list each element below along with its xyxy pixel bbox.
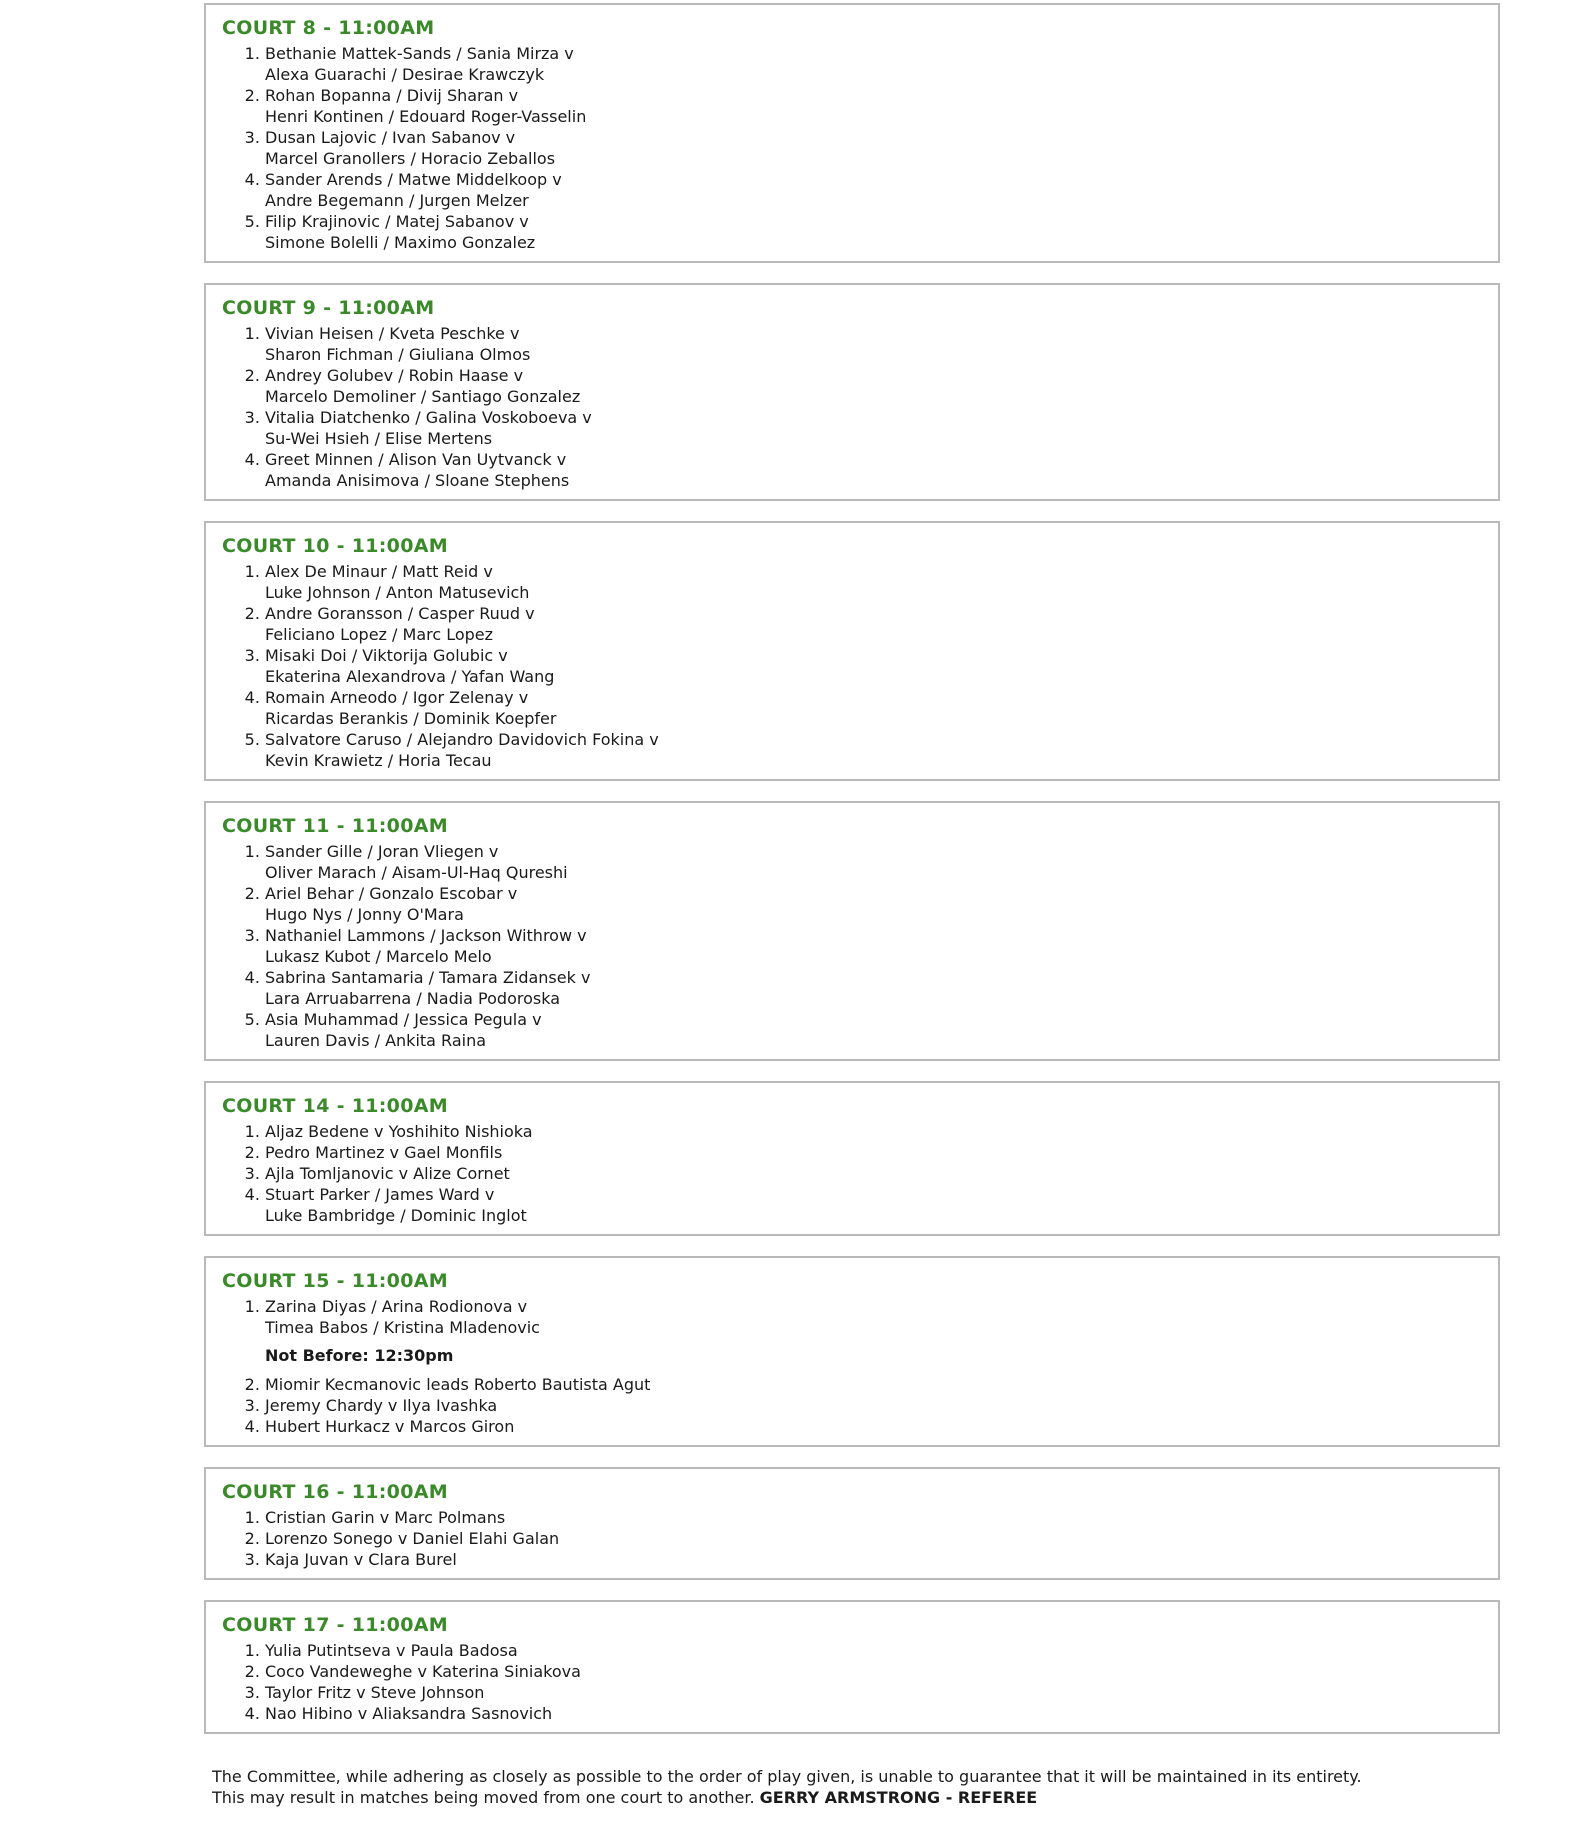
match-line-home: 2. Ariel Behar / Gonzalo Escobar v [265, 884, 518, 903]
match-item [265, 1661, 1482, 1682]
not-before-notice: Not Before: 12:30pm [265, 1346, 454, 1365]
match-line-home: 3. Ajla Tomljanovic v Alize Cornet [265, 1164, 510, 1183]
match-list [222, 43, 1482, 253]
court-title: COURT 8 - 11:00AM [222, 17, 435, 39]
order-of-play [204, 3, 1500, 1754]
match-line-home: 1. Yulia Putintseva v Paula Badosa [265, 1641, 518, 1660]
match-line-home: 1. Aljaz Bedene v Yoshihito Nishioka [265, 1122, 533, 1141]
match-line-away: Amanda Anisimova / Sloane Stephens [265, 471, 570, 490]
match-line-away: Hugo Nys / Jonny O'Mara [265, 905, 464, 924]
court-panel [204, 1600, 1500, 1734]
match-item [265, 169, 1482, 211]
match-line-home: 1. Bethanie Mattek-Sands / Sania Mirza v [265, 44, 574, 63]
match-item [265, 967, 1482, 1009]
match-line-home: 1. Alex De Minaur / Matt Reid v [265, 562, 493, 581]
court-panel [204, 521, 1500, 781]
match-item [265, 1528, 1482, 1549]
match-line-home: 4. Nao Hibino v Aliaksandra Sasnovich [265, 1704, 553, 1723]
match-line-away: Lara Arruabarrena / Nadia Podoroska [265, 989, 561, 1008]
match-line-away: Feliciano Lopez / Marc Lopez [265, 625, 494, 644]
match-line-away: Ricardas Berankis / Dominik Koepfer [265, 709, 557, 728]
match-list [222, 1640, 1482, 1724]
match-line-away: Andre Begemann / Jurgen Melzer [265, 191, 529, 210]
match-item [265, 85, 1482, 127]
match-item [265, 211, 1482, 253]
match-item [265, 1416, 1482, 1437]
match-line-away: Marcelo Demoliner / Santiago Gonzalez [265, 387, 581, 406]
match-line-away: Marcel Granollers / Horacio Zeballos [265, 149, 556, 168]
match-item [265, 1507, 1482, 1528]
match-item [265, 365, 1482, 407]
court-panel [204, 1081, 1500, 1236]
match-item [265, 1374, 1482, 1395]
court-title: COURT 17 - 11:00AM [222, 1614, 448, 1636]
match-line-away: Alexa Guarachi / Desirae Krawczyk [265, 65, 545, 84]
court-panel [204, 801, 1500, 1061]
court-title: COURT 9 - 11:00AM [222, 297, 435, 319]
footer-disclaimer [212, 1766, 1502, 1808]
match-list [222, 841, 1482, 1051]
referee-name: GERRY ARMSTRONG - REFEREE [759, 1788, 1038, 1807]
match-line-home: 4. Greet Minnen / Alison Van Uytvanck v [265, 450, 567, 469]
disclaimer-line-2 [212, 1787, 1502, 1808]
match-line-home: 1. Vivian Heisen / Kveta Peschke v [265, 324, 520, 343]
match-item [265, 1703, 1482, 1724]
match-line-home: 3. Dusan Lajovic / Ivan Sabanov v [265, 128, 516, 147]
match-item [265, 1395, 1482, 1416]
match-list [222, 1296, 1482, 1338]
match-line-home: 2. Miomir Kecmanovic leads Roberto Bautista Agut [265, 1375, 651, 1394]
court-panel [204, 1467, 1500, 1580]
match-line-away: Su-Wei Hsieh / Elise Mertens [265, 429, 493, 448]
match-item [265, 127, 1482, 169]
match-line-home: 2. Andrey Golubev / Robin Haase v [265, 366, 524, 385]
match-line-away: Lauren Davis / Ankita Raina [265, 1031, 487, 1050]
court-panel [204, 1256, 1500, 1447]
match-line-home: 2. Coco Vandeweghe v Katerina Siniakova [265, 1662, 581, 1681]
match-item [265, 1682, 1482, 1703]
match-item [265, 1142, 1482, 1163]
court-title: COURT 15 - 11:00AM [222, 1270, 448, 1292]
match-item [265, 1009, 1482, 1051]
disclaimer-text: This may result in matches being moved from one court to another. [212, 1788, 755, 1807]
match-item [265, 925, 1482, 967]
match-item [265, 645, 1482, 687]
match-item [265, 687, 1482, 729]
disclaimer-line-1: The Committee, while adhering as closely as possible to the order of play given, is unable to guarantee that it will be maintained in its entirety. [212, 1767, 1362, 1786]
match-line-home: 5. Salvatore Caruso / Alejandro Davidovich Fokina v [265, 730, 659, 749]
court-title: COURT 10 - 11:00AM [222, 535, 448, 557]
match-list [222, 323, 1482, 491]
match-line-home: 2. Rohan Bopanna / Divij Sharan v [265, 86, 519, 105]
match-line-home: 5. Filip Krajinovic / Matej Sabanov v [265, 212, 529, 231]
match-list [222, 1507, 1482, 1570]
match-item [265, 1121, 1482, 1142]
match-list [222, 561, 1482, 771]
match-list [222, 1121, 1482, 1226]
match-line-home: 4. Hubert Hurkacz v Marcos Giron [265, 1417, 515, 1436]
match-item [265, 43, 1482, 85]
match-line-home: 2. Andre Goransson / Casper Ruud v [265, 604, 535, 623]
match-line-home: 3. Misaki Doi / Viktorija Golubic v [265, 646, 508, 665]
match-item [265, 603, 1482, 645]
match-item [265, 1184, 1482, 1226]
court-panel [204, 283, 1500, 501]
match-line-away: Oliver Marach / Aisam-Ul-Haq Qureshi [265, 863, 568, 882]
match-line-home: 4. Sabrina Santamaria / Tamara Zidansek v [265, 968, 591, 987]
match-item [265, 1640, 1482, 1661]
match-list [222, 1374, 1482, 1437]
match-line-home: 3. Kaja Juvan v Clara Burel [265, 1550, 457, 1569]
court-title: COURT 14 - 11:00AM [222, 1095, 448, 1117]
match-line-away: Simone Bolelli / Maximo Gonzalez [265, 233, 536, 252]
match-line-away: Lukasz Kubot / Marcelo Melo [265, 947, 492, 966]
court-title: COURT 16 - 11:00AM [222, 1481, 448, 1503]
match-line-away: Luke Bambridge / Dominic Inglot [265, 1206, 527, 1225]
match-line-away: Sharon Fichman / Giuliana Olmos [265, 345, 531, 364]
court-panel [204, 3, 1500, 263]
match-line-away: Ekaterina Alexandrova / Yafan Wang [265, 667, 555, 686]
match-line-home: 3. Nathaniel Lammons / Jackson Withrow v [265, 926, 587, 945]
match-item [265, 1296, 1482, 1338]
match-line-home: 2. Pedro Martinez v Gael Monfils [265, 1143, 503, 1162]
match-line-away: Kevin Krawietz / Horia Tecau [265, 751, 492, 770]
match-line-home: 4. Stuart Parker / James Ward v [265, 1185, 495, 1204]
match-line-home: 3. Jeremy Chardy v Ilya Ivashka [265, 1396, 498, 1415]
match-line-away: Timea Babos / Kristina Mladenovic [265, 1318, 540, 1337]
match-item [265, 1163, 1482, 1184]
match-item [265, 449, 1482, 491]
match-item [265, 729, 1482, 771]
match-item [265, 323, 1482, 365]
match-line-home: 2. Lorenzo Sonego v Daniel Elahi Galan [265, 1529, 560, 1548]
match-item [265, 883, 1482, 925]
court-title: COURT 11 - 11:00AM [222, 815, 448, 837]
match-line-home: 3. Taylor Fritz v Steve Johnson [265, 1683, 485, 1702]
match-item [265, 1549, 1482, 1570]
match-line-home: 1. Zarina Diyas / Arina Rodionova v [265, 1297, 528, 1316]
match-line-away: Henri Kontinen / Edouard Roger-Vasselin [265, 107, 587, 126]
match-item [265, 841, 1482, 883]
match-line-away: Luke Johnson / Anton Matusevich [265, 583, 530, 602]
match-item [265, 407, 1482, 449]
match-line-home: 3. Vitalia Diatchenko / Galina Voskoboeva v [265, 408, 592, 427]
match-line-home: 4. Sander Arends / Matwe Middelkoop v [265, 170, 562, 189]
match-line-home: 5. Asia Muhammad / Jessica Pegula v [265, 1010, 542, 1029]
match-line-home: 1. Sander Gille / Joran Vliegen v [265, 842, 499, 861]
match-line-home: 4. Romain Arneodo / Igor Zelenay v [265, 688, 529, 707]
match-item [265, 561, 1482, 603]
match-line-home: 1. Cristian Garin v Marc Polmans [265, 1508, 506, 1527]
